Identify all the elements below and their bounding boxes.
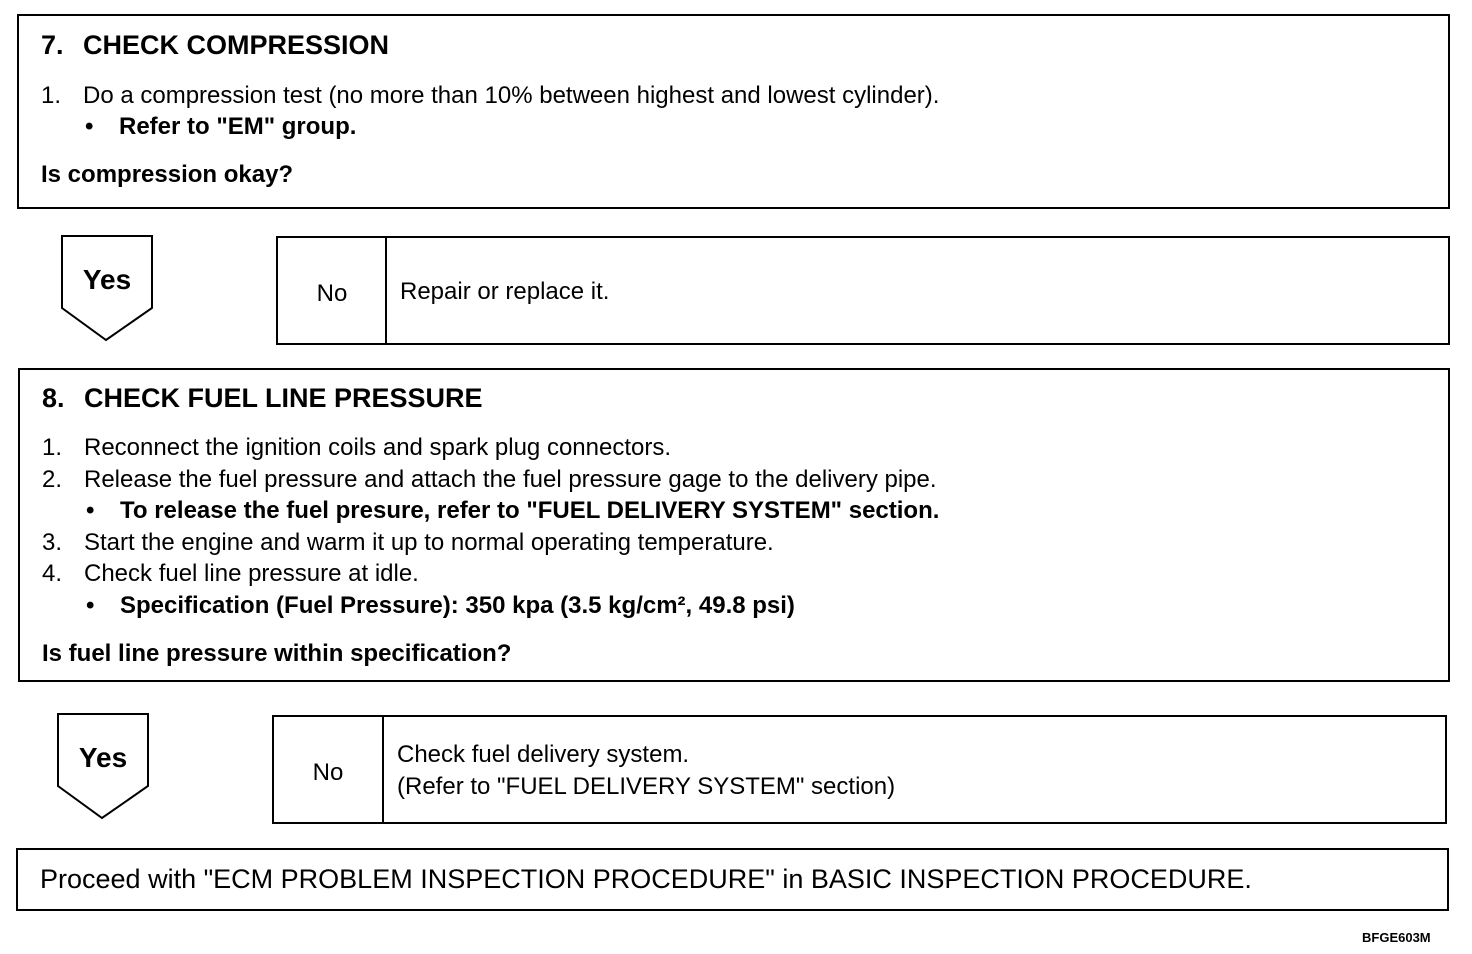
item-text: Release the fuel pressure and attach the fuel pressure gage to the delivery pipe. — [84, 466, 937, 493]
step-7-no-box — [276, 236, 1450, 345]
bullet-text: Refer to "EM" group. — [119, 113, 357, 140]
step-8-yes-label: Yes — [78, 742, 128, 773]
step-8-title-text: CHECK FUEL LINE PRESSURE — [84, 383, 483, 413]
item-text: Reconnect the ignition coils and spark plug connectors. — [84, 434, 672, 461]
no-action-line: Check fuel delivery system. — [397, 741, 690, 768]
item-number: 1. — [41, 82, 62, 109]
step-8-number: 8. — [42, 383, 65, 413]
step-7-question: Is compression okay? — [41, 161, 294, 188]
no-action-line: (Refer to "FUEL DELIVERY SYSTEM" section) — [397, 773, 896, 800]
step-8-question: Is fuel line pressure within specification? — [42, 640, 512, 667]
item-number: 4. — [42, 560, 63, 587]
bullet-text: To release the fuel presure, refer to "FUEL DELIVERY SYSTEM" section. — [120, 497, 940, 524]
step-7-yes-label: Yes — [82, 264, 132, 295]
item-text: Check fuel line pressure at idle. — [84, 560, 419, 587]
step-7-no-action — [400, 276, 609, 308]
item-number: 2. — [42, 466, 63, 493]
step-8-title — [42, 383, 483, 414]
step-8-box — [18, 368, 1450, 682]
figure-code: BFGE603M — [1362, 930, 1431, 945]
proceed-text: Proceed with "ECM PROBLEM INSPECTION PROCEDURE" in BASIC INSPECTION PROCEDURE. — [40, 864, 1252, 894]
item-text: Start the engine and warm it up to normal operating temperature. — [84, 529, 774, 556]
bullet-dot: • — [86, 592, 95, 619]
item-number: 1. — [42, 434, 63, 461]
step-7-title-text: CHECK COMPRESSION — [83, 30, 390, 60]
divider — [385, 238, 387, 343]
bullet-dot: • — [85, 113, 94, 140]
item-text: Do a compression test (no more than 10% between highest and lowest cylinder). — [83, 82, 940, 109]
step-7-number: 7. — [41, 30, 64, 60]
proceed-box — [16, 848, 1449, 911]
bullet-dot: • — [86, 497, 95, 524]
step-8-no-action — [397, 739, 895, 803]
step-8-no-label: No — [312, 759, 344, 786]
step-7-box — [17, 14, 1450, 209]
step-7-no-label: No — [316, 280, 348, 307]
step-8-no-box — [272, 715, 1447, 824]
no-action-line: Repair or replace it. — [400, 278, 610, 305]
divider — [382, 717, 384, 822]
bullet-text: Specification (Fuel Pressure): 350 kpa (3.5 kg/cm², 49.8 psi) — [120, 592, 795, 619]
item-number: 3. — [42, 529, 63, 556]
step-7-title — [41, 30, 389, 61]
